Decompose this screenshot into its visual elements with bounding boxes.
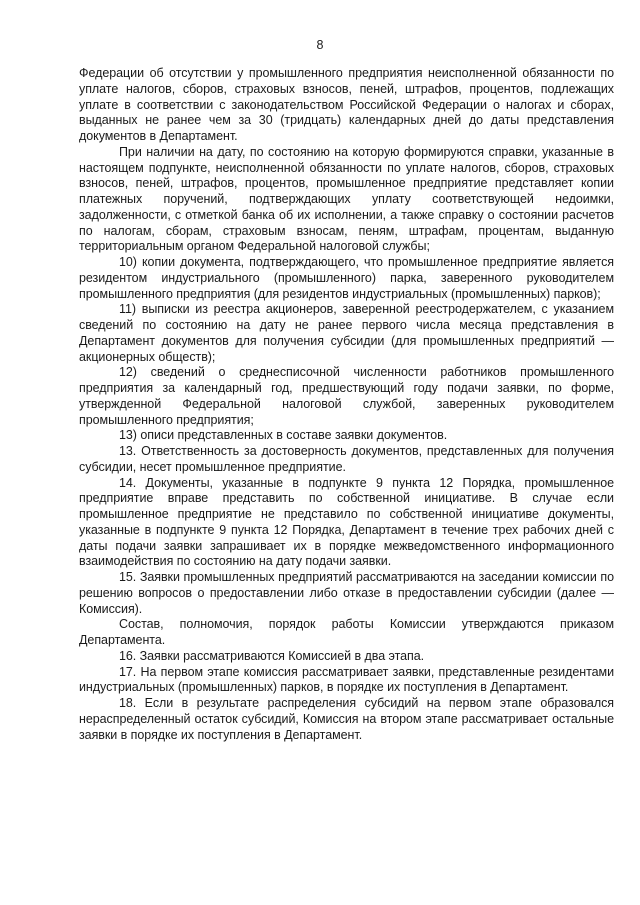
paragraph-clause-17: 17. На первом этапе комиссия рассматривает заявки, представленные резидентами индустриальных (промышленных) парков, в порядке их поступления в Департамент. — [79, 664, 614, 695]
paragraph-item-13: 13) описи представленных в составе заявки документов. — [119, 428, 448, 443]
paragraph-fns-certificate-end: Федерации об отсутствии у промышленного предприятия неисполненной обязанности по уплате налогов, сборов, страховых взносов, пеней, штрафов, процентов, подлежащих уплате в соответствии с законодательством Российской Федерации о налогах и сборах, выданных не ранее чем за 30 (тридцать) календарных дней до даты представления документов в Департамент. — [79, 66, 614, 143]
paragraph-item-11: 11) выписки из реестра акционеров, заверенной реестродержателем, с указанием сведений по состоянию на дату не ранее первого числа месяца представления в Департамент документов для получения субсидии (для промышленных предприятий — акционерных обществ); — [79, 302, 614, 364]
paragraph-commission-composition: Состав, полномочия, порядок работы Комиссии утверждаются приказом Департамента. — [79, 617, 614, 647]
page-number: 8 — [316, 38, 324, 52]
document-body — [79, 66, 614, 743]
paragraph-item-10: 10) копии документа, подтверждающего, что промышленное предприятие является резидентом индустриального (промышленного) парка, заверенного руководителем промышленного предприятия (для резидентов индустриальных (промышленных) парков); — [79, 255, 614, 301]
paragraph-clause-15: 15. Заявки промышленных предприятий рассматриваются на заседании комиссии по решению вопросов о предоставлении либо отказе в предоставлении субсидии (далее — Комиссия). — [79, 570, 614, 616]
paragraph-clause-14: 14. Документы, указанные в подпункте 9 пункта 12 Порядка, промышленное предприятие вправе представить по собственной инициативе. В случае если промышленное предприятие не представило по собственной инициативе документы, указанные в подпункте 9 пункта 12 Порядка, Департамент в течение трех рабочих дней с даты подачи заявки запрашивает их в порядке межведомственного информационного взаимодействия по состоянию на дату подачи заявки. — [79, 475, 614, 569]
paragraph-item-12: 12) сведений о среднесписочной численности работников промышленного предприятия за календарный год, предшествующий году подачи заявки, по форме, утвержденной Федеральной налоговой службой, заверенных руководителем промышленного предприятия; — [79, 365, 614, 427]
paragraph-clause-16: 16. Заявки рассматриваются Комиссией в два этапа. — [119, 648, 425, 663]
paragraph-clause-13: 13. Ответственность за достоверность документов, представленных для получения субсидии, несет промышленное предприятие. — [79, 444, 614, 474]
paragraph-clause-18: 18. Если в результате распределения субсидий на первом этапе образовался нераспределенный остаток субсидий, Комиссия на втором этапе рассматривает остальные заявки в порядке их поступления в Департамент. — [79, 696, 614, 742]
paragraph-outstanding-obligations: При наличии на дату, по состоянию на которую формируются справки, указанные в настоящем подпункте, неисполненной обязанности по уплате налогов, сборов, страховых взносов, пеней, штрафов, процентов, промышленное предприятие представляет копии платежных поручений, подтверждающих уплату соответствующей недоимки, задолженности, с отметкой банка об их исполнении, а также справку о состоянии расчетов по налогам, сборам, страховым взносам, пеням, штрафам, процентам, выданную территориальным органом Федеральной налоговой службы; — [79, 144, 614, 254]
